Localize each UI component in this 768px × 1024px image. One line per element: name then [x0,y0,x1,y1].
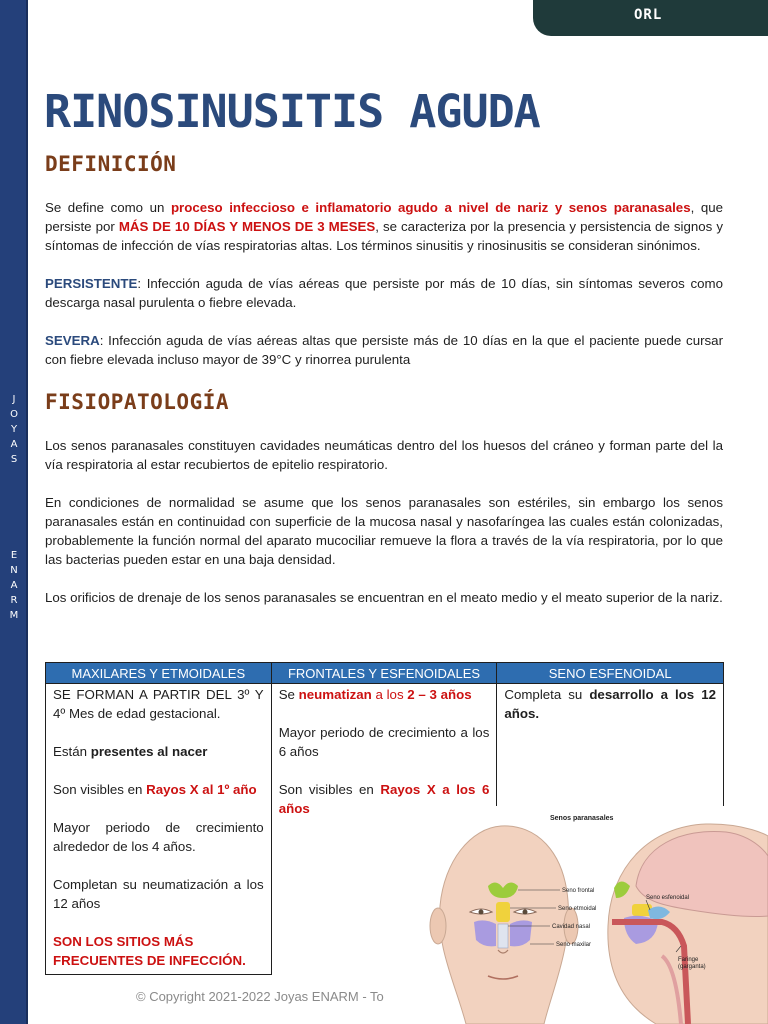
text: Están [53,744,91,759]
sidebar-text-joyas [0,392,28,467]
figure-label: Seno etmoidal [558,906,597,912]
copyright-footer: © Copyright 2021-2022 Joyas ENARM - To [136,989,384,1004]
sidebar-letter: S [10,454,18,465]
text: Se define como un [45,200,171,215]
page-title: RINOSINUSITIS AGUDA [44,85,540,138]
table-header-cell: SENO ESFENOIDAL [497,663,724,684]
highlight-text: proceso infeccioso e inflamatorio agudo a nivel de nariz y senos paranasales [170,200,691,215]
sidebar-letter: A [10,439,18,450]
cell-text [504,685,716,723]
text: Son visibles en [53,782,147,797]
bold-text: desarrollo a los 12 años. [504,687,716,721]
cell-text-highlight: SON LOS SITIOS MÁS FRECUENTES DE INFECCIÓN. [53,934,246,968]
figure-label: Seno esfenoidal [646,895,690,901]
figure-label: Faringe [678,957,699,963]
highlight-text: Rayos X a los 6 años [278,782,490,816]
text: : Infección aguda de vías aéreas altas que persiste más de 10 días en la que el paciente puede cursar con fiebre elevada incluso mayor de 39°C y rinorrea purulenta [45,333,723,367]
sidebar-letter: J [12,394,16,405]
fisiopatologia-paragraph-3: Los orificios de drenaje de los senos paranasales se encuentran en el meato medio y el meato superior de la nariz. [45,590,723,605]
severa-paragraph [45,331,723,369]
highlight-text: Rayos X al 1º año [146,782,257,797]
table-header-cell: FRONTALES Y ESFENOIDALES [271,663,497,684]
cell-text: Mayor periodo de crecimiento alrededor de los 4 años. [53,820,264,854]
definicion-paragraph [45,198,723,255]
highlight-text: neumatizan [298,687,372,702]
sidebar-letter: N [10,565,18,576]
figure-title: Senos paranasales [550,815,614,822]
figure-label: Cavidad nasal [552,924,591,930]
sidebar-text-enarm [0,548,28,623]
text: Se [278,687,299,702]
text: Completa su [504,687,590,702]
cell-text: Completan su neumatización a los 12 años [53,877,264,911]
heading-definicion: DEFINICIÓN [45,152,177,176]
figure-label: Seno maxilar [556,942,592,948]
paranasal-sinus-illustration [426,806,768,1024]
text: : Infección aguda de vías aéreas que persiste por más de 10 días, sin síntomas severos como descarga nasal purulenta o fiebre elevada. [45,276,723,310]
table-header-row [46,663,724,684]
table-header-cell: MAXILARES Y ETMOIDALES [46,663,272,684]
left-sidebar [0,0,28,1024]
text: , se caracteriza por la presencia y persistencia de signos y síntomas de infección de vías respiratorias altas. Los términos sinusitis y rinosinusitis se consideran sinónimos. [45,219,723,253]
term-label: SEVERA [45,333,100,348]
cell-text [53,780,264,799]
figure-label: Seno frontal [562,888,595,894]
highlight-text: a los [371,687,408,702]
section-tab [533,0,768,36]
section-tab-label: ORL [634,7,663,23]
sidebar-edge [26,0,28,1024]
fisiopatologia-paragraph-2: En condiciones de normalidad se asume que los senos paranasales son estériles, sin embargo los senos paranasales están en continuidad con superficie de la mucosa nasal y nasofaríngea las cuales están colonizadas, probablemente la función normal del aparato mucociliar remueve la flora a través de la vía respiratoria, por lo que las bacterias pueden estar en una baja densidad. [45,495,723,567]
cell-text: Mayor periodo de crecimiento a los 6 años [278,725,490,759]
cell-text [53,742,264,761]
sidebar-letter: Y [10,424,18,435]
sidebar-letter: M [9,610,19,621]
paranasal-sinus-figure [426,806,768,1024]
sidebar-letter: O [10,409,18,420]
figure-label: (garganta) [678,964,706,970]
table-cell-maxilares [46,684,272,975]
sidebar-letter: A [10,580,18,591]
persistente-paragraph [45,274,723,312]
cell-text [279,685,490,704]
sidebar-letter: E [10,550,18,561]
term-label: PERSISTENTE [45,276,138,291]
sidebar-letter: R [10,595,18,606]
bold-text: presentes al nacer [90,744,208,759]
highlight-text: 2 – 3 años [407,687,472,702]
ethmoid-sinus-shape [496,902,510,922]
text: , que persiste por [45,200,724,234]
heading-fisiopatologia: FISIOPATOLOGÍA [45,390,230,414]
fisiopatologia-paragraph-1: Los senos paranasales constituyen cavidades neumáticas dentro del los huesos del cráneo y forman parte del la vía respiratoria al estar recubiertos de epitelio respiratorio. [45,438,723,472]
highlight-text: MÁS DE 10 DÍAS Y MENOS DE 3 MESES [118,219,376,234]
cell-text: SE FORMAN A PARTIR DEL 3º Y 4º Mes de edad gestacional. [53,687,264,721]
text: Son visibles en [278,782,381,797]
